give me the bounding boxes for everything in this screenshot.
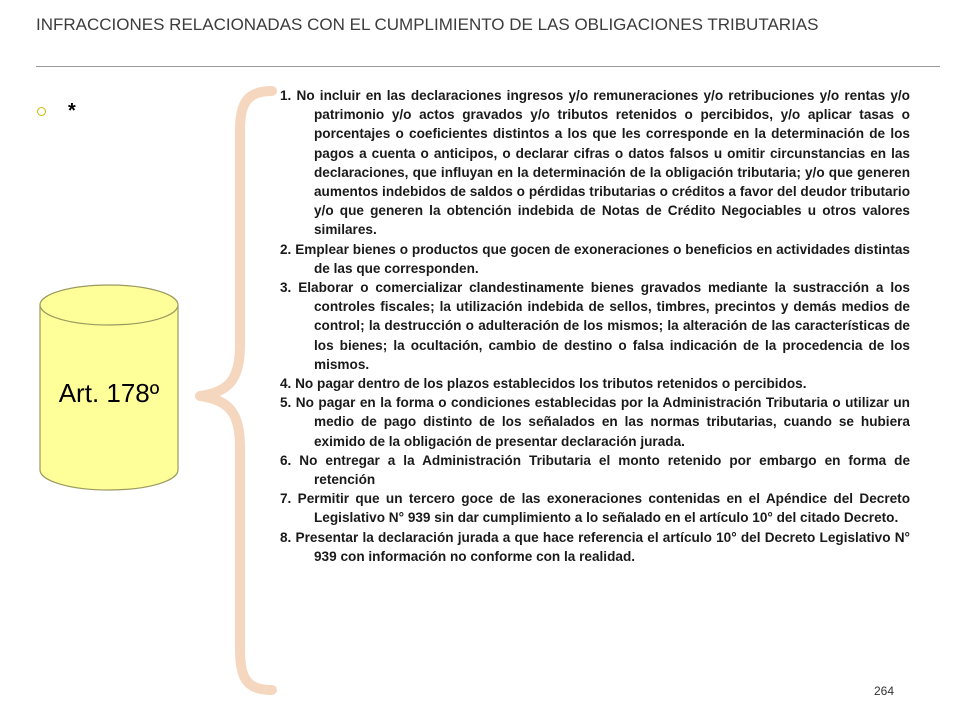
bullet-text: * — [68, 100, 76, 122]
list-item: 5. No pagar en la forma o condiciones establecidas por la Administración Tributaria o utilizar un medio de pago distinto de los señalados en las normas tributarias, cuando se hubiera eximido de la obligación de presentar declaración jurada. — [280, 395, 910, 449]
list-item: 2. Emplear bienes o productos que gocen de exoneraciones o beneficios en actividades distintas de las que corresponden. — [280, 241, 910, 276]
list-item: 7. Permitir que un tercero goce de las exoneraciones contenidas en el Apéndice del Decreto Legislativo N° 939 sin dar cumplimiento a lo señalado en el artículo 10° del citado Decreto. — [280, 491, 910, 526]
list-item: 4. No pagar dentro de los plazos establecidos los tributos retenidos o percibidos. — [280, 376, 807, 392]
page-number: 264 — [874, 684, 895, 698]
slide-title: INFRACCIONES RELACIONADAS CON EL CUMPLIMIENTO DE LAS OBLIGACIONES TRIBUTARIAS — [36, 15, 819, 34]
list-item: 3. Elaborar o comercializar clandestinamente bienes gravados mediante la sustracción a los controles fiscales; la utilización indebida de sellos, timbres, precintos y demás medios de control; la destrucción o adulteración de los mismos; la alteración de las características de los bienes; la ocultación, cambio de destino o falsa indicación de la procedencia de los mismos. — [280, 280, 910, 372]
article-label: Art. 178º — [58, 378, 160, 408]
list-item: 1. No incluir en las declaraciones ingresos y/o remuneraciones y/o retribuciones y/o rentas y/o patrimonio y/o actos gravados y/o tributos retenidos o percibidos, y/o aplicar tasas o porcentajes o coeficientes distintos a los que les corresponde en la determinación de los pagos a cuenta o anticipos, o declarar cifras o datos falsos u omitir circunstancias en las declaraciones, que influyan en la determinación de la obligación tributaria; y/o que generen aumentos indebidos de saldos o pérdidas tributarias o créditos a favor del deudor tributario y/o que generen la obtención indebida de Notas de Crédito Negociables u otros valores similares. — [280, 88, 910, 238]
list-item: 8. Presentar la declaración jurada a que hace referencia el artículo 10° del Decreto Legislativo N° 939 con información no conforme con la realidad. — [280, 529, 910, 564]
list-item: 6. No entregar a la Administración Tributaria el monto retenido por embargo en forma de retención — [280, 452, 910, 488]
infractions-list — [280, 86, 910, 566]
